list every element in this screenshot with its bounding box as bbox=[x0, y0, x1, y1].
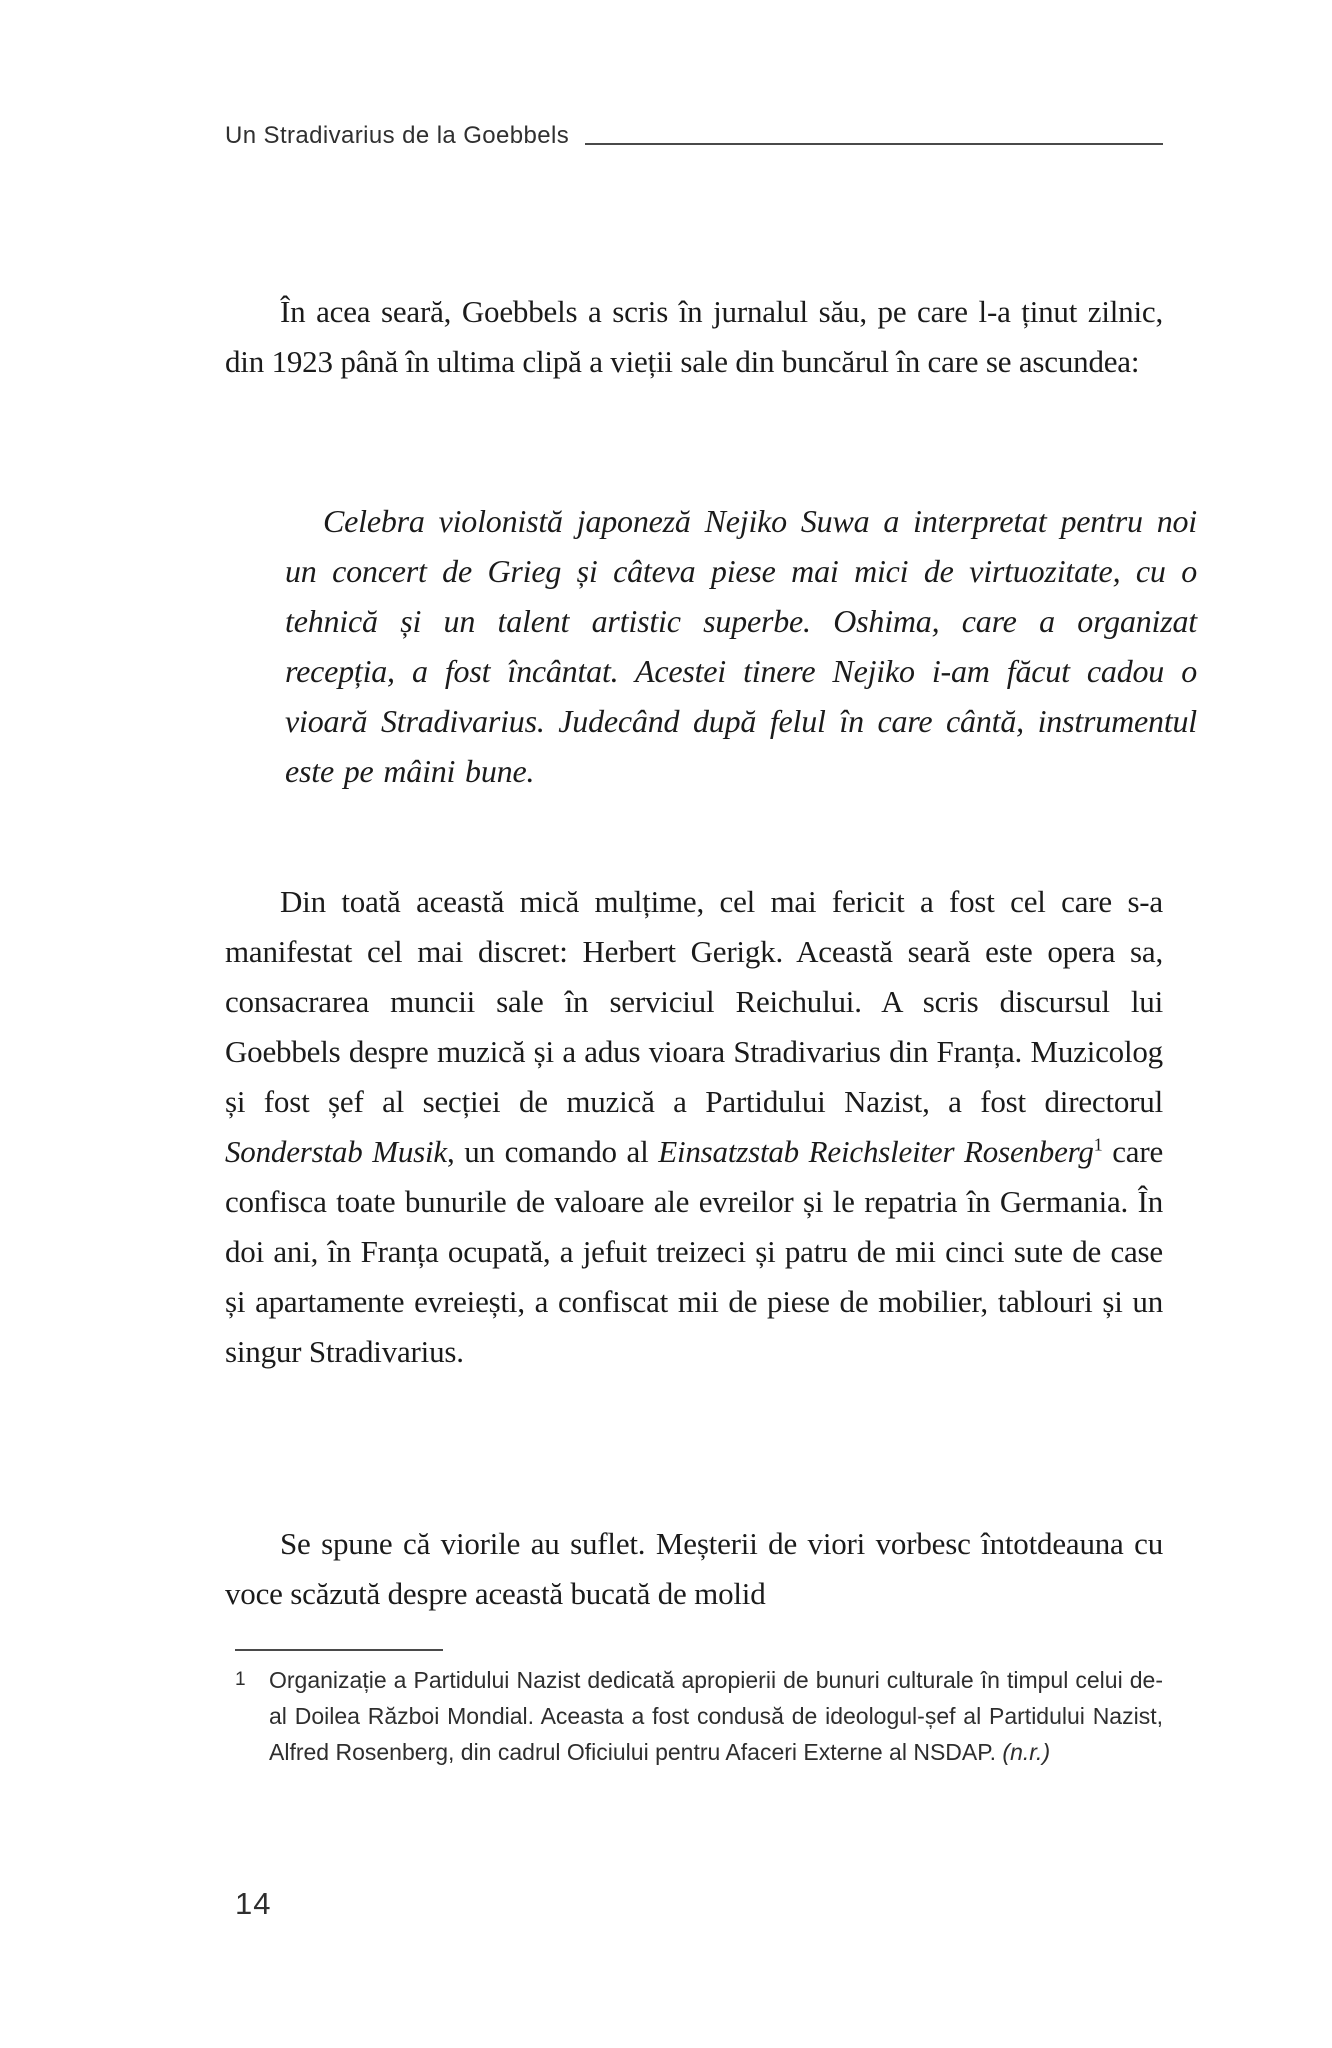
paragraph-gerigk-text: Din toată această mică mulțime, cel mai fericit a fost cel care s-a manifestat cel mai discret: Herbert Gerigk. Această seară este opera sa, consacrarea muncii sale în serviciul Reichului. A scris discursul lui Goebbels despre muzică și a adus vioara Stradivarius din Franța. Muzicolog și fost șef al secției de muzică a Partidului Nazist, a fost directorul bbox=[225, 884, 1163, 1119]
running-header bbox=[225, 122, 1163, 150]
footnote-editor-note: (n.r.) bbox=[1002, 1739, 1051, 1765]
header-rule bbox=[585, 143, 1163, 145]
diary-quote: Celebra violonistă japoneză Nejiko Suwa a interpretat pentru noi un concert de Grieg și câteva piese mai mici de virtuozitate, cu o tehnică și un talent artistic superbe. Oshima, care a organizat recepția, a fost încântat. Acestei tinere Nejiko i-am făcut cadou o vioară Stradivarius. Judecând după felul în care cântă, instrumentul este pe mâini bune. bbox=[285, 503, 1197, 789]
paragraph-gerigk bbox=[225, 877, 1163, 1377]
paragraph-intro: În acea seară, Goebbels a scris în jurnalul său, pe care l-a ținut zilnic, din 1923 până în ultima clipă a vieții sale din buncărul în care se ascundea: bbox=[225, 294, 1163, 379]
footnote-text-main: Organizație a Partidului Nazist dedicată apropierii de bunuri culturale în timpul celui de-al Doilea Război Mondial. Aceasta a fost condusă de ideologul-șef al Partidului Nazist, Alfred Rosenberg, din cadrul Oficiului pentru Afaceri Externe al NSDAP. bbox=[269, 1667, 1163, 1765]
paragraph-gerigk-text: care confisca toate bunurile de valoare ale evreilor și le repatria în Germania. În doi ani, în Franța ocupată, a jefuit treizeci și patru de mii cinci sute de case și apartamente evreiești, a confiscat mii de piese de mobilier, tablouri și un singur Stradivarius. bbox=[225, 1134, 1163, 1369]
italic-sonderstab-musik: Sonderstab Musik bbox=[225, 1134, 447, 1169]
footnote bbox=[225, 1662, 1163, 1770]
page-number: 14 bbox=[235, 1886, 272, 1921]
running-header-title: Un Stradivarius de la Goebbels bbox=[225, 122, 570, 149]
footnote-marker: 1 bbox=[235, 1669, 246, 1690]
footnote-reference: 1 bbox=[1093, 1134, 1103, 1155]
paragraph-gerigk-text: , un comando al bbox=[446, 1134, 659, 1169]
paragraph-violins: Se spune că viorile au suflet. Meșterii de viori vorbesc întotdeauna cu voce scăzută despre această bucată de molid bbox=[225, 1526, 1163, 1611]
footnote-text bbox=[269, 1662, 1163, 1770]
italic-einsatzstab-rosenberg: Einsatzstab Reichsleiter Rosenberg bbox=[658, 1134, 1094, 1169]
footnote-separator-rule bbox=[235, 1649, 443, 1651]
